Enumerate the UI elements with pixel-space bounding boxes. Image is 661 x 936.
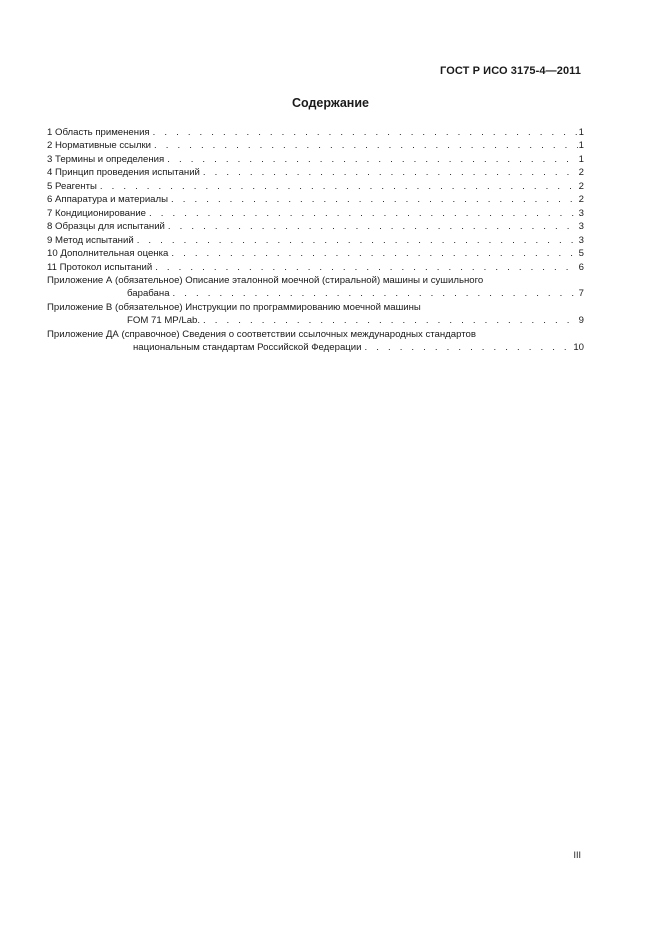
toc-entry-label: 11 Протокол испытаний: [47, 261, 153, 273]
toc-leader-dots: [171, 247, 577, 260]
toc-entry-page: 10: [573, 342, 584, 354]
toc-annex-continuation[interactable]: [47, 314, 584, 327]
toc-leader-dots: [137, 234, 578, 247]
toc-entry-label: 6 Аппаратура и материалы: [47, 194, 169, 206]
toc-entry-page: 9: [578, 315, 584, 327]
toc-entry-page: 1: [578, 153, 584, 165]
toc-leader-dots: [155, 261, 577, 274]
toc-entry-page: 7: [578, 288, 584, 300]
toc-annex-continuation[interactable]: [47, 287, 584, 300]
toc-leader-dots: [171, 193, 578, 206]
toc-entry-page: 3: [578, 221, 584, 233]
toc-entry-page: 5: [578, 248, 584, 260]
toc-entry-page: 6: [578, 261, 584, 273]
toc-annex-heading[interactable]: Приложение В (обязательное) Инструкции по программированию моечной машины: [47, 301, 421, 313]
toc-entry-label: 9 Метод испытаний: [47, 234, 134, 246]
toc-entry[interactable]: [47, 126, 584, 139]
toc-leader-dots: [153, 126, 578, 139]
toc-entry-label: 8 Образцы для испытаний: [47, 221, 165, 233]
page-number: III: [573, 850, 581, 860]
toc-entry-label: 5 Реагенты: [47, 180, 97, 192]
toc-entry-label: 2 Нормативные ссылки: [47, 140, 152, 152]
toc-leader-dots: [203, 166, 578, 179]
toc-leader-dots: [203, 314, 578, 327]
toc-entry-label: барабана: [127, 288, 170, 300]
toc-entry[interactable]: [47, 247, 584, 260]
toc-annex-heading[interactable]: Приложение А (обязательное) Описание эталонной моечной (стиральной) машины и сушильного: [47, 274, 484, 286]
toc-entry[interactable]: [47, 153, 584, 166]
toc-entry-label: 3 Термины и определения: [47, 153, 165, 165]
toc-entry[interactable]: [47, 261, 584, 274]
toc-leader-dots: [365, 341, 573, 354]
toc-entry-page: 2: [578, 194, 584, 206]
toc-entry-label: 10 Дополнительная оценка: [47, 248, 169, 260]
toc-leader-dots: [100, 180, 578, 193]
toc-title: Содержание: [291, 96, 369, 110]
toc-entry-page: 2: [578, 167, 584, 179]
toc-entry-page: 1: [578, 140, 584, 152]
toc-annex-continuation[interactable]: [47, 341, 584, 354]
toc-leader-dots: [173, 287, 578, 300]
toc-entry[interactable]: [47, 139, 584, 152]
toc-entry[interactable]: [47, 166, 584, 179]
toc-entry-page: 3: [578, 234, 584, 246]
toc-leader-dots: [168, 220, 578, 233]
toc-entry-label: FOM 71 MP/Lab.: [127, 315, 201, 327]
toc-entry-page: 1: [578, 127, 584, 138]
toc-entry-label: 1 Область применения: [47, 127, 150, 138]
toc-entry-label: 4 Принцип проведения испытаний: [47, 167, 200, 179]
toc-entry-label: национальным стандартам Российской Федерации: [133, 342, 362, 354]
toc-entry[interactable]: [47, 180, 584, 193]
toc-entry-page: 2: [578, 180, 584, 192]
toc-entry-label: 7 Кондиционирование: [47, 207, 147, 219]
toc-leader-dots: [154, 139, 578, 152]
toc-entry[interactable]: [47, 220, 584, 233]
toc-entry-page: 3: [578, 207, 584, 219]
toc-annex-heading[interactable]: Приложение ДА (справочное) Сведения о соответствии ссылочных международных стандартов: [47, 328, 476, 340]
toc-entry[interactable]: [47, 207, 584, 220]
toc-leader-dots: [167, 153, 577, 166]
table-of-contents: [47, 126, 584, 355]
toc-entry[interactable]: [47, 193, 584, 206]
toc-leader-dots: [149, 207, 578, 220]
toc-entry[interactable]: [47, 234, 584, 247]
document-code: ГОСТ Р ИСО 3175-4—2011: [440, 65, 581, 77]
